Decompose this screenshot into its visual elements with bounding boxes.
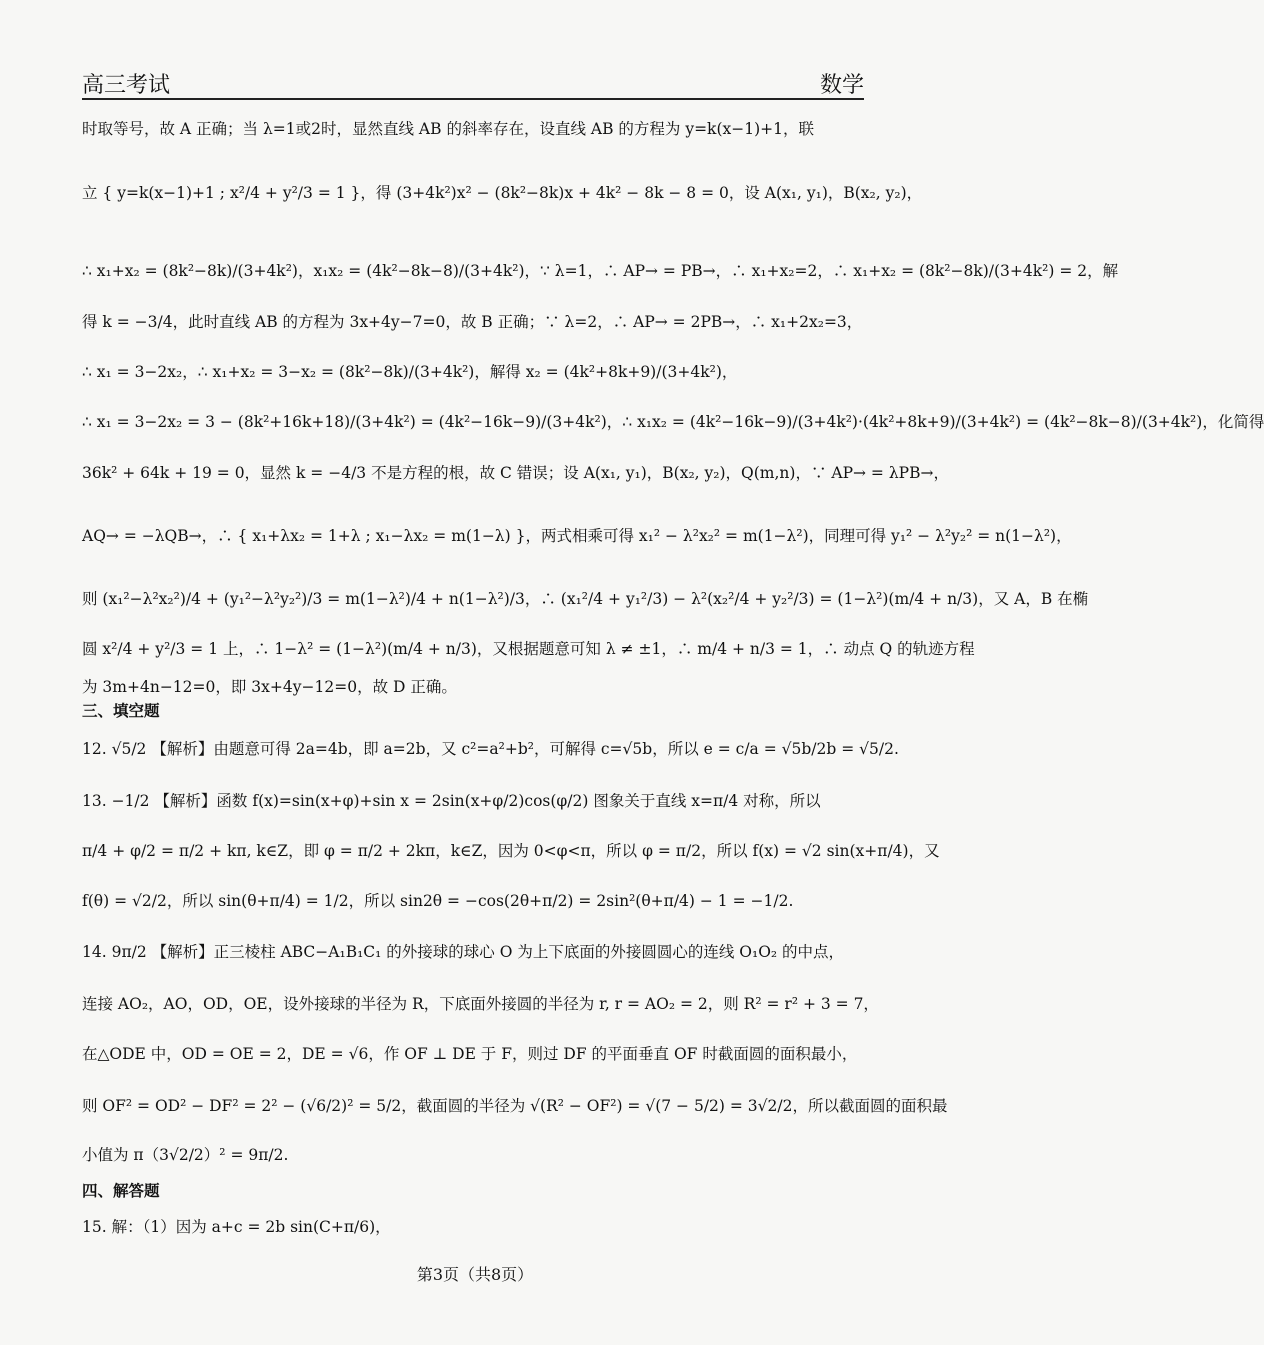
text-line: 立 { y=k(x−1)+1 ; x²/4 + y²/3 = 1 }，得 (3+4k²)x² − (8k²−8k)x + 4k² − 8k − 8 = 0，设 A(x₁, y₁)，B(x₂, y₂)， — [82, 184, 923, 202]
text-line: 时取等号，故 A 正确；当 λ=1或2时，显然直线 AB 的斜率存在，设直线 AB 的方程为 y=k(x−1)+1，联 — [82, 120, 814, 138]
section-heading-solutions: 四、解答题 — [82, 1182, 160, 1200]
page-header — [82, 64, 864, 100]
header-exam-title: 高三考试 — [82, 73, 171, 98]
text-line: ∴ x₁+x₂ = (8k²−8k)/(3+4k²)，x₁x₂ = (4k²−8k−8)/(3+4k²)，∵ λ=1，∴ AP→ = PB→，∴ x₁+x₂=2，∴ x₁+x₂ = (8k²−8k)/(3+4k²) = 2，解 — [82, 262, 1119, 280]
answer-15: 15. 解：（1）因为 a+c = 2b sin(C+π/6)， — [82, 1218, 391, 1236]
text-line: ∴ x₁ = 3−2x₂，∴ x₁+x₂ = 3−x₂ = (8k²−8k)/(3+4k²)，解得 x₂ = (4k²+8k+9)/(3+4k²)， — [82, 363, 738, 381]
page-footer: 第3页（共8页） — [416, 1265, 534, 1284]
text-line: f(θ) = √2/2，所以 sin(θ+π/4) = 1/2，所以 sin2θ = −cos(2θ+π/2) = 2sin²(θ+π/4) − 1 = −1/2. — [82, 892, 794, 910]
text-line: 圆 x²/4 + y²/3 = 1 上，∴ 1−λ² = (1−λ²)(m/4 + n/3)，又根据题意可知 λ ≠ ±1，∴ m/4 + n/3 = 1，∴ 动点 Q 的轨迹方程 — [82, 640, 975, 658]
answer-13: 13. −1/2 【解析】函数 f(x)=sin(x+φ)+sin x = 2sin(x+φ/2)cos(φ/2) 图象关于直线 x=π/4 对称，所以 — [82, 792, 821, 810]
text-line: 小值为 π（3√2/2）² = 9π/2. — [82, 1146, 289, 1164]
text-line: AQ→ = −λQB→，∴ { x₁+λx₂ = 1+λ ; x₁−λx₂ = m(1−λ) }，两式相乘可得 x₁² − λ²x₂² = m(1−λ²)，同理可得 y₁² − λ²y₂² = n(1−λ²)， — [82, 527, 1072, 545]
text-line: 在△ODE 中，OD = OE = 2，DE = √6，作 OF ⊥ DE 于 F，则过 DF 的平面垂直 OF 时截面圆的面积最小， — [82, 1045, 858, 1063]
text-line: 则 OF² = OD² − DF² = 2² − (√6/2)² = 5/2，截面圆的半径为 √(R² − OF²) = √(7 − 5/2) = 3√2/2，所以截面圆的面积最 — [82, 1097, 948, 1115]
text-line: 则 (x₁²−λ²x₂²)/4 + (y₁²−λ²y₂²)/3 = m(1−λ²)/4 + n(1−λ²)/3，∴ (x₁²/4 + y₁²/3) − λ²(x₂²/4 + y₂²/3) = (1−λ²)(m/4 + n/3)，又 A，B 在椭 — [82, 590, 1089, 608]
text-line: 为 3m+4n−12=0，即 3x+4y−12=0，故 D 正确。 — [82, 678, 457, 696]
answer-14: 14. 9π/2 【解析】正三棱柱 ABC−A₁B₁C₁ 的外接球的球心 O 为上下底面的外接圆圆心的连线 O₁O₂ 的中点， — [82, 943, 845, 961]
text-line: π/4 + φ/2 = π/2 + kπ, k∈Z，即 φ = π/2 + 2kπ，k∈Z，因为 0<φ<π，所以 φ = π/2，所以 f(x) = √2 sin(x+π/4)，又 — [82, 842, 940, 860]
header-subject: 数学 — [819, 73, 864, 98]
text-line: 连接 AO₂，AO，OD，OE，设外接球的半径为 R，下底面外接圆的半径为 r, r = AO₂ = 2，则 R² = r² + 3 = 7， — [82, 995, 879, 1013]
text-line: ∴ x₁ = 3−2x₂ = 3 − (8k²+16k+18)/(3+4k²) = (4k²−16k−9)/(3+4k²)，∴ x₁x₂ = (4k²−16k−9)/(3+4k²)·(4k²+8k+9)/(3+4k²) = (4k²−8k−8)/(3+4k²)，化简得 — [82, 413, 1264, 431]
answer-12: 12. √5/2 【解析】由题意可得 2a=4b，即 a=2b，又 c²=a²+b²，可解得 c=√5b，所以 e = c/a = √5b/2b = √5/2. — [82, 740, 899, 758]
section-heading-fill-in: 三、填空题 — [82, 702, 160, 720]
text-line: 得 k = −3/4，此时直线 AB 的方程为 3x+4y−7=0，故 B 正确；∵ λ=2，∴ AP→ = 2PB→，∴ x₁+2x₂=3， — [82, 313, 863, 331]
text-line: 36k² + 64k + 19 = 0，显然 k = −4/3 不是方程的根，故 C 错误；设 A(x₁, y₁)，B(x₂, y₂)，Q(m,n)，∵ AP→ = λPB→， — [82, 464, 949, 482]
